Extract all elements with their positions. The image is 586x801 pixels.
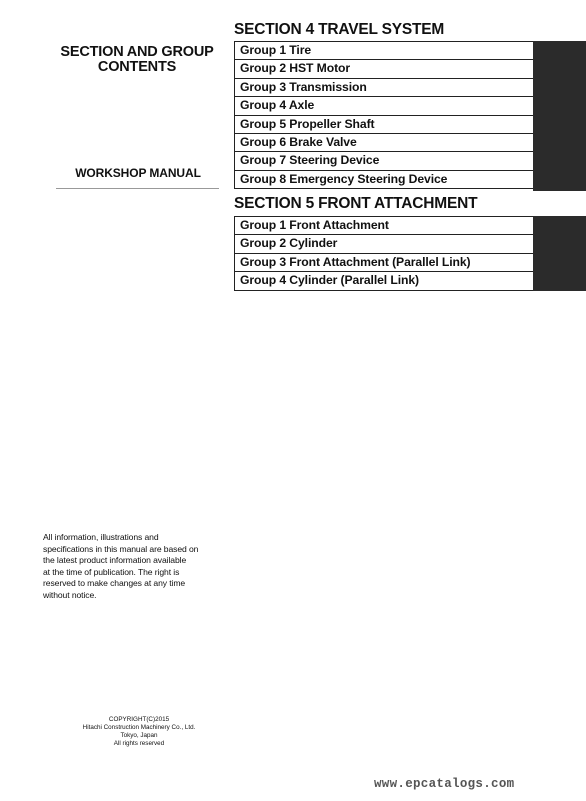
disclaimer-notice bbox=[43, 532, 223, 602]
section-4-group-3[interactable]: Group 3 Transmission bbox=[235, 79, 534, 97]
section-5-group-2[interactable]: Group 2 Cylinder bbox=[235, 235, 534, 253]
disclaimer-line: specifications in this manual are based on bbox=[43, 543, 199, 554]
disclaimer-line: without notice. bbox=[43, 589, 97, 600]
copyright-line: All rights reserved bbox=[113, 740, 165, 747]
section-4-group-2[interactable]: Group 2 HST Motor bbox=[235, 60, 534, 78]
section-5-index-tab[interactable] bbox=[533, 216, 586, 291]
document-title-line-2: CONTENTS bbox=[97, 59, 177, 75]
watermark-url: www.epcatalogs.com bbox=[374, 777, 515, 791]
disclaimer-line: the latest product information available bbox=[43, 555, 187, 566]
section-5-group-3[interactable]: Group 3 Front Attachment (Parallel Link) bbox=[235, 254, 534, 272]
section-4-index-tab[interactable] bbox=[533, 41, 586, 191]
copyright-line: COPYRIGHT(C)2015 bbox=[108, 716, 170, 723]
disclaimer-line: at the time of publication. The right is bbox=[43, 566, 180, 577]
section-4-group-4[interactable]: Group 4 Axle bbox=[235, 97, 534, 115]
section-4-group-5[interactable]: Group 5 Propeller Shaft bbox=[235, 116, 534, 134]
section-4-group-7[interactable]: Group 7 Steering Device bbox=[235, 152, 534, 170]
section-4-group-1[interactable]: Group 1 Tire bbox=[235, 42, 534, 60]
document-title-line-1: SECTION AND GROUP bbox=[60, 44, 214, 60]
section-4-title: SECTION 4 TRAVEL SYSTEM bbox=[234, 21, 445, 38]
section-4-group-8[interactable]: Group 8 Emergency Steering Device bbox=[235, 171, 534, 189]
disclaimer-line: All information, illustrations and bbox=[43, 532, 159, 542]
section-4-group-list bbox=[234, 41, 535, 189]
manual-type-label: WORKSHOP MANUAL bbox=[75, 166, 201, 180]
manual-label-divider bbox=[56, 188, 219, 189]
section-4-group-6[interactable]: Group 6 Brake Valve bbox=[235, 134, 534, 152]
copyright-line: Tokyo, Japan bbox=[120, 732, 158, 739]
section-5-group-1[interactable]: Group 1 Front Attachment bbox=[235, 217, 534, 235]
disclaimer-line: reserved to make changes at any time bbox=[43, 578, 186, 589]
section-5-title: SECTION 5 FRONT ATTACHMENT bbox=[234, 195, 478, 212]
document-title bbox=[44, 45, 230, 75]
copyright-line: Hitachi Construction Machinery Co., Ltd. bbox=[82, 724, 196, 731]
section-5-group-4[interactable]: Group 4 Cylinder (Parallel Link) bbox=[235, 272, 534, 290]
copyright-notice bbox=[64, 716, 214, 748]
section-5-group-list bbox=[234, 216, 535, 291]
